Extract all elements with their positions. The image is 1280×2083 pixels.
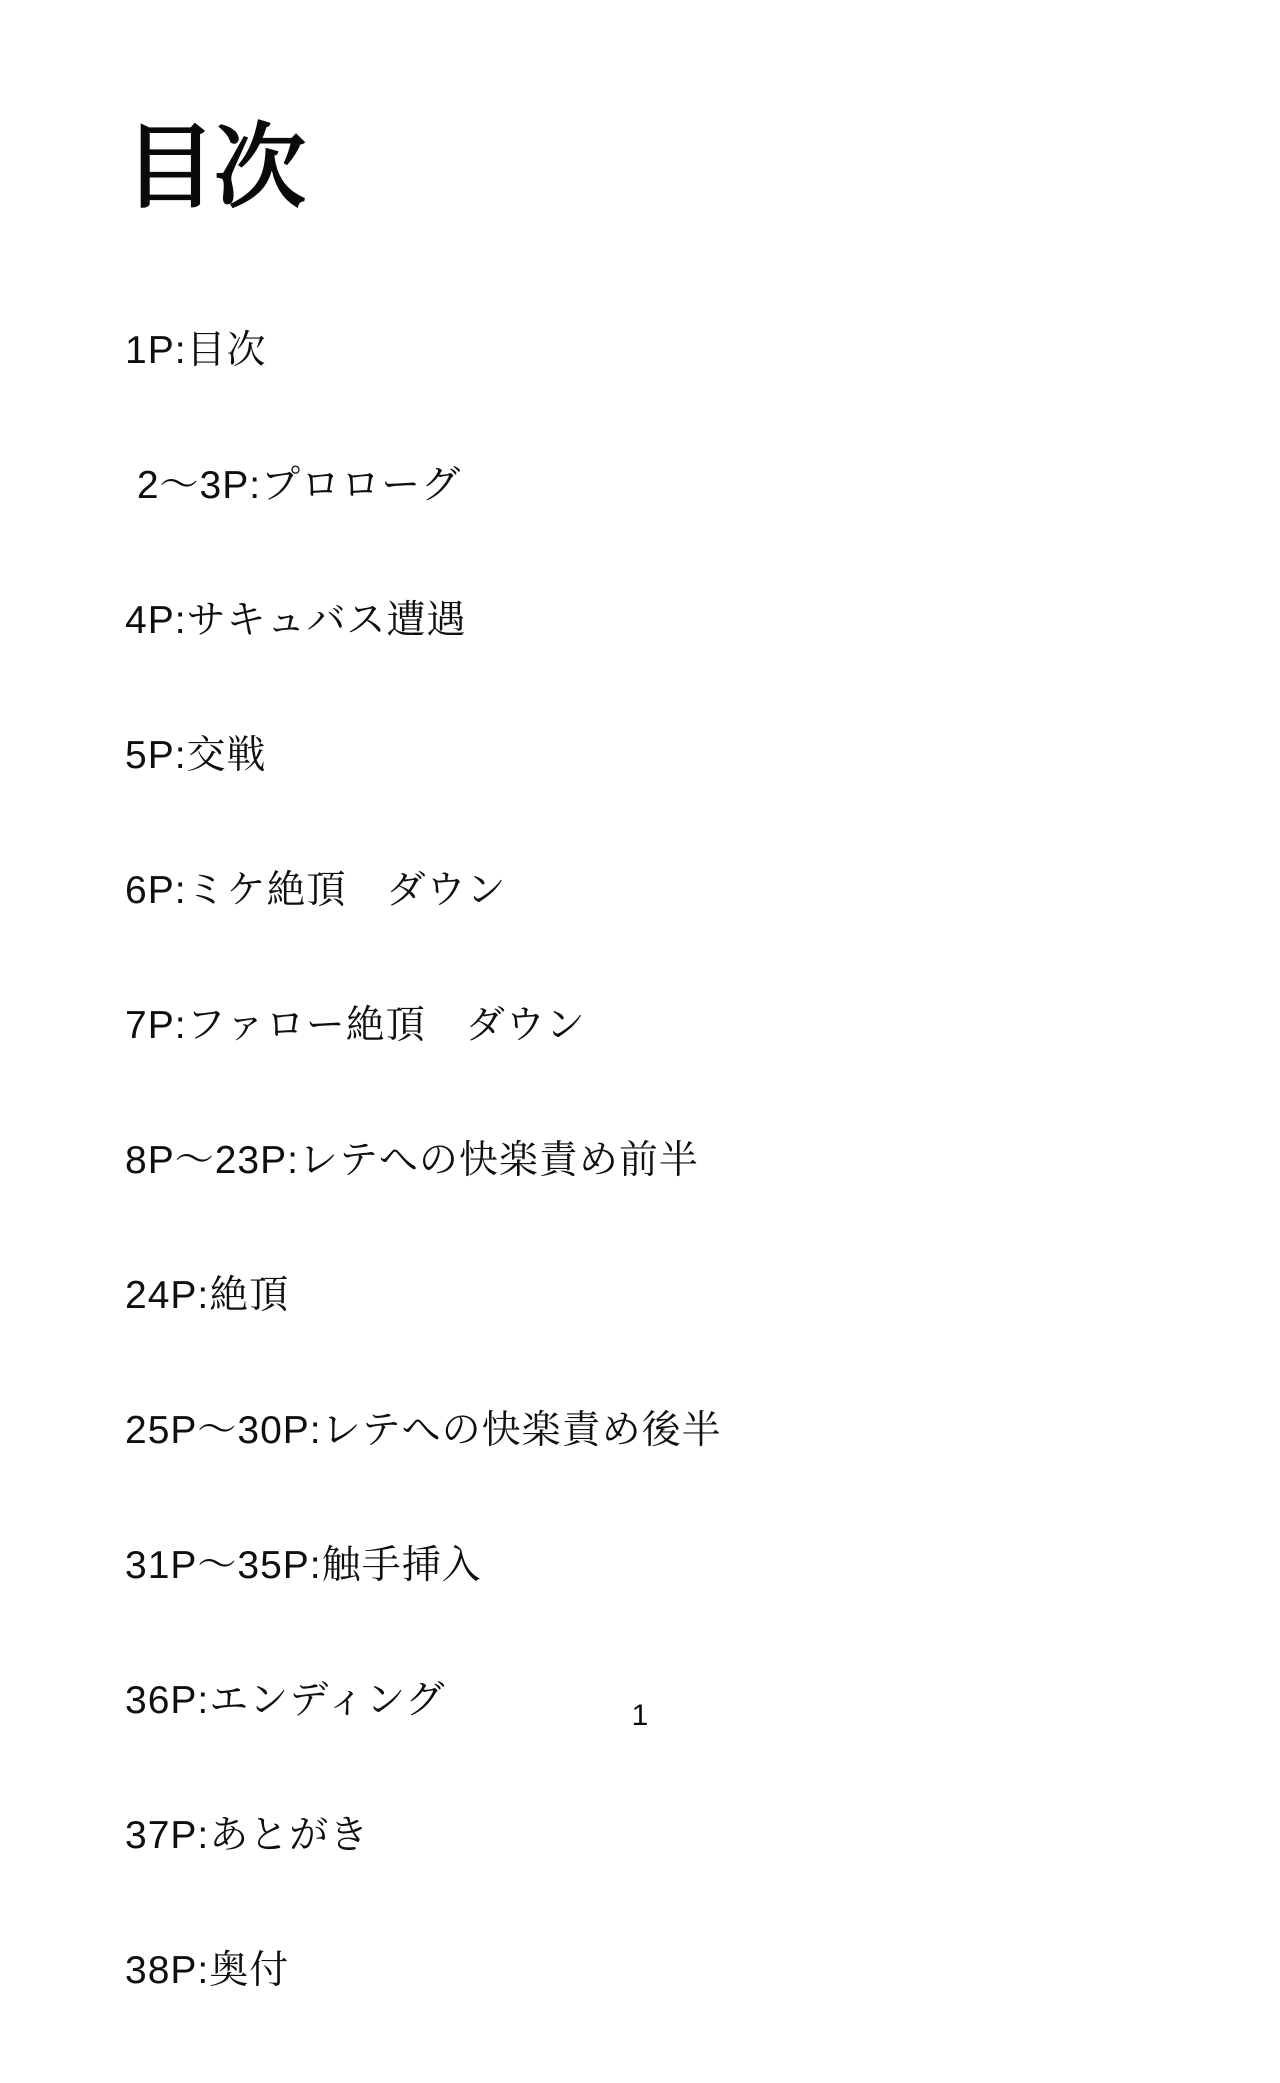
toc-entry: 4P:サキュバス遭遇	[125, 599, 467, 642]
toc-entry: 8P〜23P:レテへの快楽責め前半	[125, 1139, 699, 1182]
toc-entry: 1P:目次	[125, 329, 267, 372]
toc-list	[125, 238, 722, 2083]
toc-entry: 7P:ファロー絶頂 ダウン	[125, 1004, 586, 1047]
toc-entry: 6P:ミケ絶頂 ダウン	[125, 869, 507, 912]
toc-entry: 38P:奥付	[125, 1949, 290, 1992]
toc-entry: 5P:交戦	[125, 734, 267, 777]
toc-entry: 37P:あとがき	[125, 1814, 370, 1857]
page-title: 目次	[124, 117, 305, 219]
toc-entry: 36P:エンディング	[125, 1679, 446, 1722]
toc-entry: 31P〜35P:触手挿入	[125, 1544, 482, 1587]
page-number: 1	[631, 1699, 649, 1732]
toc-entry: 24P:絶頂	[125, 1274, 290, 1317]
toc-entry: 2〜3P:プロローグ	[125, 464, 462, 507]
toc-entry: 25P〜30P:レテへの快楽責め後半	[125, 1409, 722, 1452]
